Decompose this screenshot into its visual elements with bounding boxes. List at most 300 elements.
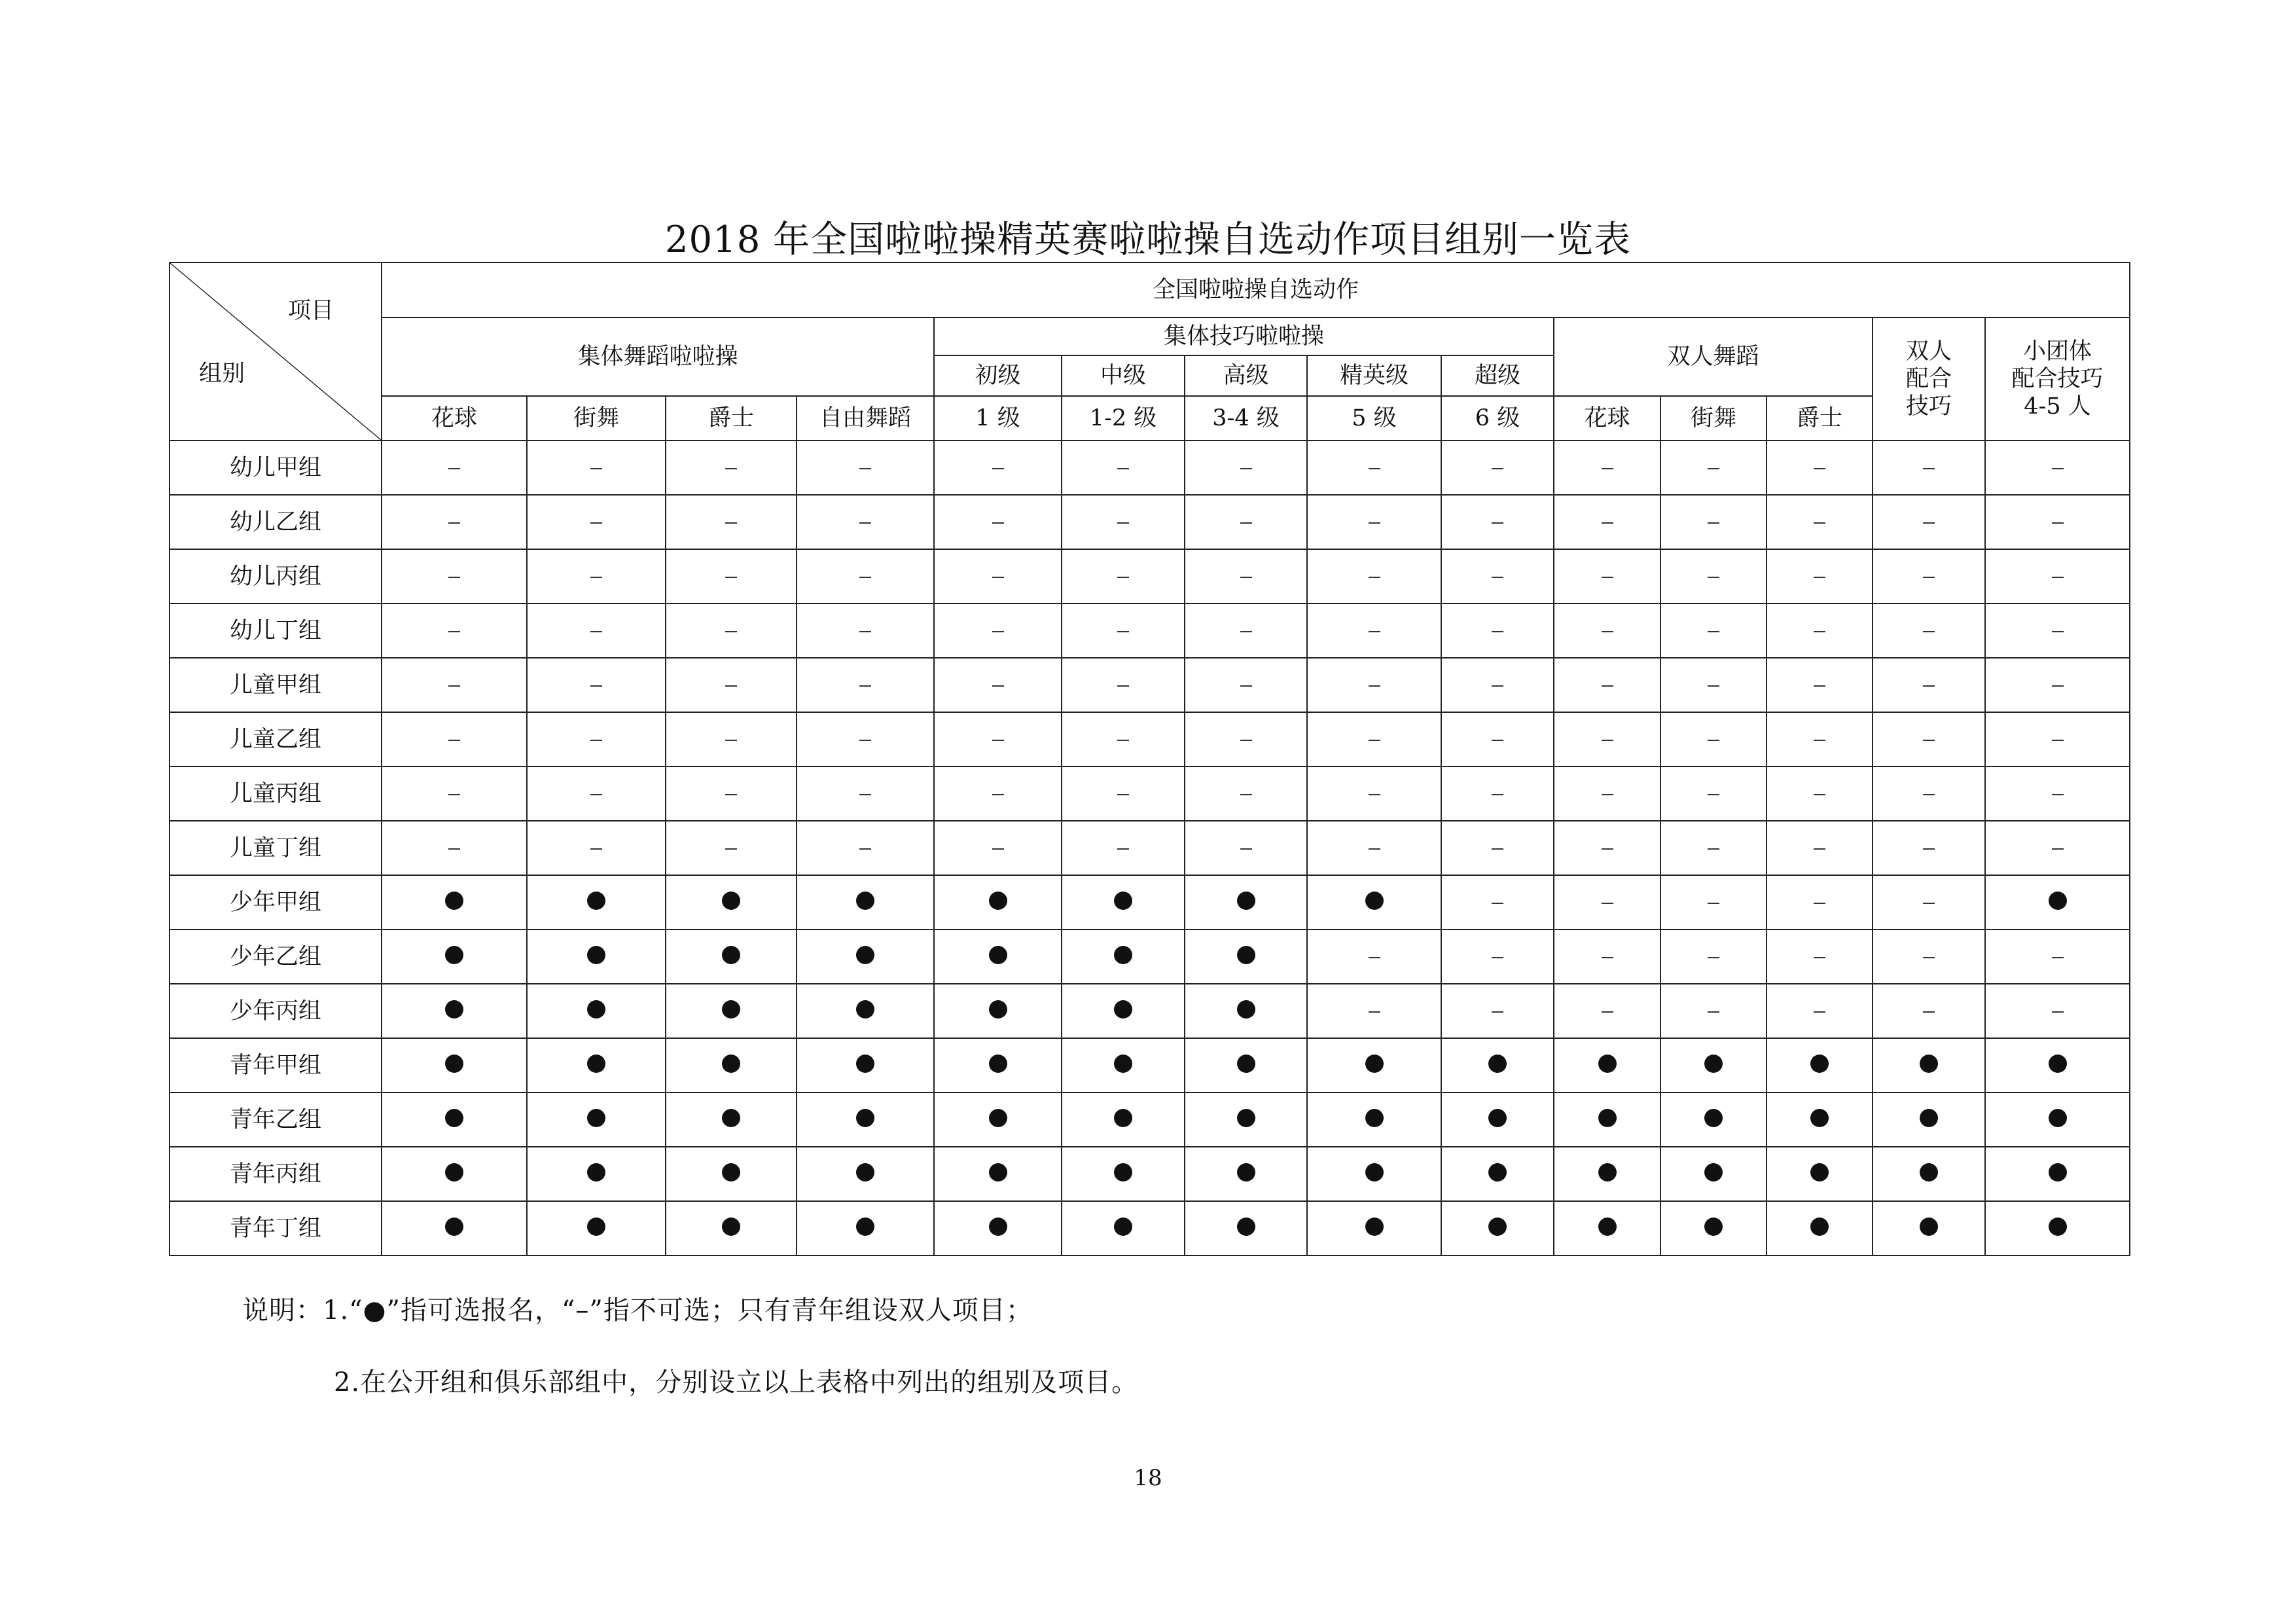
cell-unavailable bbox=[1767, 441, 1873, 495]
cell-unavailable bbox=[1873, 495, 1985, 549]
cell-available bbox=[1062, 1092, 1185, 1147]
dash-mark bbox=[992, 577, 1004, 578]
cell-unavailable bbox=[1873, 658, 1985, 712]
dash-mark bbox=[1814, 740, 1825, 741]
dot-mark bbox=[856, 1163, 874, 1182]
dash-mark bbox=[590, 685, 602, 687]
dash-mark bbox=[590, 522, 602, 524]
row-label: 少年乙组 bbox=[170, 929, 382, 984]
header-main: 全国啦啦操自选动作 bbox=[382, 262, 2130, 317]
dash-mark bbox=[725, 794, 737, 795]
cell-unavailable bbox=[1441, 658, 1554, 712]
cell-available bbox=[797, 1092, 934, 1147]
dash-mark bbox=[1923, 631, 1935, 632]
dot-mark bbox=[1237, 1163, 1255, 1182]
group-header: 双人舞蹈 bbox=[1554, 317, 1873, 396]
cell-unavailable bbox=[1985, 821, 2130, 875]
dash-mark bbox=[2052, 685, 2064, 687]
cell-unavailable bbox=[1062, 767, 1185, 821]
row-label: 儿童甲组 bbox=[170, 658, 382, 712]
cell-available bbox=[797, 1201, 934, 1255]
row-label: 儿童丁组 bbox=[170, 821, 382, 875]
row-label: 儿童乙组 bbox=[170, 712, 382, 767]
dash-mark bbox=[859, 740, 871, 741]
table-row bbox=[170, 658, 2130, 712]
dash-mark bbox=[1708, 1011, 1719, 1013]
cell-unavailable bbox=[1554, 658, 1660, 712]
cell-unavailable bbox=[666, 767, 797, 821]
cell-unavailable bbox=[527, 441, 666, 495]
dot-mark bbox=[722, 892, 740, 910]
cell-unavailable bbox=[1307, 821, 1441, 875]
cell-unavailable bbox=[1441, 767, 1554, 821]
cell-unavailable bbox=[1985, 929, 2130, 984]
dash-mark bbox=[1117, 685, 1129, 687]
dash-mark bbox=[1369, 848, 1380, 850]
cell-unavailable bbox=[1554, 712, 1660, 767]
cell-unavailable bbox=[1307, 549, 1441, 604]
cell-available bbox=[1185, 1038, 1307, 1092]
cell-available bbox=[1554, 1092, 1660, 1147]
column-header: 花球 bbox=[1554, 396, 1660, 441]
cell-unavailable bbox=[1767, 658, 1873, 712]
column-header: 自由舞蹈 bbox=[797, 396, 934, 441]
cell-unavailable bbox=[666, 441, 797, 495]
dot-mark bbox=[1598, 1163, 1617, 1182]
dash-mark bbox=[859, 794, 871, 795]
table-row bbox=[170, 604, 2130, 658]
dot-mark bbox=[1114, 1000, 1132, 1019]
cell-unavailable bbox=[1062, 495, 1185, 549]
cell-available bbox=[1185, 1147, 1307, 1201]
dash-mark bbox=[992, 794, 1004, 795]
cell-unavailable bbox=[527, 549, 666, 604]
cell-available bbox=[382, 875, 527, 929]
cell-available bbox=[797, 1147, 934, 1201]
corner-bottom-label: 组别 bbox=[199, 361, 245, 387]
level-header: 超级 bbox=[1441, 355, 1554, 396]
dash-mark bbox=[1708, 631, 1719, 632]
dot-mark bbox=[1598, 1055, 1617, 1073]
dot-mark bbox=[1920, 1163, 1938, 1182]
cell-available bbox=[382, 1092, 527, 1147]
cell-unavailable bbox=[1767, 712, 1873, 767]
dash-mark bbox=[725, 577, 737, 578]
cell-unavailable bbox=[1873, 604, 1985, 658]
dot-mark bbox=[1810, 1055, 1829, 1073]
dash-mark bbox=[590, 740, 602, 741]
table-row bbox=[170, 441, 2130, 495]
dash-mark bbox=[448, 848, 460, 850]
dash-mark bbox=[1708, 794, 1719, 795]
table-row bbox=[170, 712, 2130, 767]
cell-unavailable bbox=[527, 495, 666, 549]
cell-unavailable bbox=[1185, 441, 1307, 495]
dot-mark bbox=[587, 946, 605, 964]
cell-unavailable bbox=[1441, 712, 1554, 767]
cell-unavailable bbox=[1985, 712, 2130, 767]
cell-unavailable bbox=[1985, 984, 2130, 1038]
dash-mark bbox=[1923, 1011, 1935, 1013]
cell-available bbox=[1554, 1201, 1660, 1255]
dash-mark bbox=[1117, 794, 1129, 795]
cell-unavailable bbox=[1985, 658, 2130, 712]
dash-mark bbox=[1923, 740, 1935, 741]
dash-mark bbox=[1814, 903, 1825, 904]
dash-mark bbox=[992, 740, 1004, 741]
cell-available bbox=[1985, 1147, 2130, 1201]
dash-mark bbox=[1814, 1011, 1825, 1013]
cell-available bbox=[666, 1038, 797, 1092]
dash-mark bbox=[448, 522, 460, 524]
dash-mark bbox=[1602, 794, 1613, 795]
dot-mark bbox=[587, 1218, 605, 1236]
dot-mark bbox=[989, 1000, 1007, 1019]
cell-unavailable bbox=[1660, 441, 1767, 495]
cell-unavailable bbox=[934, 604, 1062, 658]
dot-mark bbox=[1365, 1163, 1384, 1182]
cell-unavailable bbox=[1767, 984, 1873, 1038]
dash-mark bbox=[1492, 848, 1503, 850]
cell-unavailable bbox=[1767, 821, 1873, 875]
group-header: 集体技巧啦啦操 bbox=[934, 317, 1554, 355]
dash-mark bbox=[1117, 631, 1129, 632]
dash-mark bbox=[1923, 522, 1935, 524]
cell-unavailable bbox=[1660, 767, 1767, 821]
cell-unavailable bbox=[1185, 604, 1307, 658]
dot-mark bbox=[1704, 1055, 1723, 1073]
cell-unavailable bbox=[797, 821, 934, 875]
cell-available bbox=[382, 929, 527, 984]
cell-available bbox=[934, 984, 1062, 1038]
dash-mark bbox=[1923, 794, 1935, 795]
dash-mark bbox=[590, 794, 602, 795]
cell-unavailable bbox=[934, 495, 1062, 549]
dash-mark bbox=[1814, 577, 1825, 578]
cell-unavailable bbox=[1873, 549, 1985, 604]
cell-available bbox=[797, 984, 934, 1038]
dot-mark bbox=[1920, 1218, 1938, 1236]
dot-mark bbox=[1810, 1163, 1829, 1182]
cell-unavailable bbox=[666, 658, 797, 712]
dash-mark bbox=[448, 794, 460, 795]
column-header: 爵士 bbox=[666, 396, 797, 441]
cell-unavailable bbox=[1660, 604, 1767, 658]
cell-unavailable bbox=[1185, 549, 1307, 604]
dash-mark bbox=[1814, 794, 1825, 795]
dash-mark bbox=[1602, 903, 1613, 904]
cell-unavailable bbox=[1873, 441, 1985, 495]
column-header: 花球 bbox=[382, 396, 527, 441]
cell-unavailable bbox=[1307, 604, 1441, 658]
events-table bbox=[169, 262, 2130, 1256]
cell-unavailable bbox=[1062, 604, 1185, 658]
cell-available bbox=[1660, 1092, 1767, 1147]
dash-mark bbox=[1117, 577, 1129, 578]
dash-mark bbox=[2052, 794, 2064, 795]
cell-available bbox=[934, 1201, 1062, 1255]
dot-mark bbox=[1237, 1055, 1255, 1073]
cell-unavailable bbox=[1307, 495, 1441, 549]
dash-mark bbox=[725, 740, 737, 741]
dot-mark bbox=[445, 946, 463, 964]
table-row bbox=[170, 549, 2130, 604]
dot-mark bbox=[989, 1109, 1007, 1127]
cell-available bbox=[1441, 1092, 1554, 1147]
cell-available bbox=[1985, 1038, 2130, 1092]
cell-unavailable bbox=[1185, 658, 1307, 712]
dash-mark bbox=[1117, 740, 1129, 741]
table-row bbox=[170, 875, 2130, 929]
column-header: 1 级 bbox=[934, 396, 1062, 441]
page-number: 18 bbox=[1134, 1465, 1162, 1491]
dot-mark bbox=[1810, 1218, 1829, 1236]
table-row bbox=[170, 1147, 2130, 1201]
dash-mark bbox=[2052, 848, 2064, 850]
cell-available bbox=[1441, 1201, 1554, 1255]
cell-available bbox=[1062, 875, 1185, 929]
dot-mark bbox=[1920, 1055, 1938, 1073]
dash-mark bbox=[725, 685, 737, 687]
dot-mark bbox=[1365, 892, 1384, 910]
cell-available bbox=[1062, 929, 1185, 984]
dash-mark bbox=[859, 685, 871, 687]
dash-mark bbox=[2052, 631, 2064, 632]
cell-available bbox=[1985, 1092, 2130, 1147]
cell-available bbox=[1767, 1038, 1873, 1092]
dash-mark bbox=[1492, 468, 1503, 469]
cell-unavailable bbox=[382, 441, 527, 495]
dash-mark bbox=[590, 631, 602, 632]
dash-mark bbox=[1602, 848, 1613, 850]
cell-available bbox=[1660, 1201, 1767, 1255]
page-title: 2018 年全国啦啦操精英赛啦啦操自选动作项目组别一览表 bbox=[664, 219, 1632, 261]
table-row bbox=[170, 1038, 2130, 1092]
cell-unavailable bbox=[1554, 549, 1660, 604]
cell-available bbox=[1307, 1038, 1441, 1092]
dash-mark bbox=[1492, 577, 1503, 578]
cell-unavailable bbox=[797, 441, 934, 495]
cell-unavailable bbox=[797, 549, 934, 604]
dash-mark bbox=[448, 468, 460, 469]
note-line-2: 2.在公开组和俱乐部组中，分别设立以上表格中列出的组别及项目。 bbox=[334, 1367, 1139, 1398]
cell-available bbox=[666, 929, 797, 984]
dash-mark bbox=[1923, 577, 1935, 578]
cell-unavailable bbox=[1554, 821, 1660, 875]
dot-mark bbox=[856, 892, 874, 910]
dash-mark bbox=[1240, 794, 1252, 795]
dash-mark bbox=[1369, 957, 1380, 958]
table-body bbox=[170, 441, 2130, 1255]
cell-available bbox=[527, 1038, 666, 1092]
cell-unavailable bbox=[1660, 495, 1767, 549]
cell-unavailable bbox=[527, 658, 666, 712]
dash-mark bbox=[1814, 522, 1825, 524]
cell-unavailable bbox=[1441, 549, 1554, 604]
dot-mark bbox=[722, 1000, 740, 1019]
cell-available bbox=[1185, 1092, 1307, 1147]
dot-mark bbox=[1598, 1218, 1617, 1236]
cell-available bbox=[527, 1147, 666, 1201]
dash-mark bbox=[1708, 957, 1719, 958]
cell-available bbox=[1062, 984, 1185, 1038]
cell-unavailable bbox=[1062, 658, 1185, 712]
cell-unavailable bbox=[934, 441, 1062, 495]
dash-mark bbox=[992, 468, 1004, 469]
cell-unavailable bbox=[1767, 929, 1873, 984]
dash-mark bbox=[859, 848, 871, 850]
dot-mark bbox=[1488, 1109, 1507, 1127]
dot-mark bbox=[1704, 1218, 1723, 1236]
cell-available bbox=[382, 1038, 527, 1092]
dash-mark bbox=[1814, 685, 1825, 687]
dash-mark bbox=[1240, 522, 1252, 524]
row-label: 幼儿丁组 bbox=[170, 604, 382, 658]
row-label: 青年丙组 bbox=[170, 1147, 382, 1201]
dash-mark bbox=[448, 740, 460, 741]
cell-unavailable bbox=[382, 604, 527, 658]
dot-mark bbox=[856, 1055, 874, 1073]
cell-unavailable bbox=[666, 821, 797, 875]
table-row bbox=[170, 984, 2130, 1038]
cell-unavailable bbox=[1660, 712, 1767, 767]
group-header: 集体舞蹈啦啦操 bbox=[382, 317, 934, 396]
dash-mark bbox=[1492, 740, 1503, 741]
cell-unavailable bbox=[1660, 821, 1767, 875]
cell-unavailable bbox=[797, 767, 934, 821]
dot-mark bbox=[989, 946, 1007, 964]
dot-mark bbox=[587, 892, 605, 910]
dot-mark bbox=[1237, 946, 1255, 964]
note-line-1: 说明：1.“●”指可选报名，“–”指不可选；只有青年组设双人项目； bbox=[242, 1295, 1033, 1326]
dash-mark bbox=[859, 468, 871, 469]
dash-mark bbox=[1602, 957, 1613, 958]
dash-mark bbox=[590, 848, 602, 850]
corner-top-label: 项目 bbox=[287, 298, 334, 324]
row-label: 少年丙组 bbox=[170, 984, 382, 1038]
dash-mark bbox=[725, 522, 737, 524]
dash-mark bbox=[1117, 848, 1129, 850]
cell-available bbox=[527, 1201, 666, 1255]
cell-unavailable bbox=[934, 658, 1062, 712]
cell-available bbox=[1185, 929, 1307, 984]
cell-available bbox=[1185, 1201, 1307, 1255]
cell-unavailable bbox=[1307, 658, 1441, 712]
dash-mark bbox=[1117, 522, 1129, 524]
cell-unavailable bbox=[1441, 441, 1554, 495]
cell-unavailable bbox=[1985, 604, 2130, 658]
dash-mark bbox=[1240, 468, 1252, 469]
dot-mark bbox=[587, 1163, 605, 1182]
cell-unavailable bbox=[1185, 495, 1307, 549]
cell-unavailable bbox=[527, 767, 666, 821]
dash-mark bbox=[1708, 685, 1719, 687]
dot-mark bbox=[989, 892, 1007, 910]
cell-available bbox=[934, 929, 1062, 984]
cell-unavailable bbox=[1767, 767, 1873, 821]
dot-mark bbox=[2049, 892, 2067, 910]
cell-available bbox=[666, 984, 797, 1038]
dot-mark bbox=[2049, 1055, 2067, 1073]
dash-mark bbox=[1602, 631, 1613, 632]
dot-mark bbox=[1114, 1109, 1132, 1127]
cell-unavailable bbox=[382, 495, 527, 549]
dash-mark bbox=[725, 468, 737, 469]
column-header: 爵士 bbox=[1767, 396, 1873, 441]
row-label: 少年甲组 bbox=[170, 875, 382, 929]
cell-unavailable bbox=[382, 712, 527, 767]
cell-available bbox=[1185, 875, 1307, 929]
dot-mark bbox=[856, 1000, 874, 1019]
level-header: 初级 bbox=[934, 355, 1062, 396]
dash-mark bbox=[1602, 577, 1613, 578]
dash-mark bbox=[1492, 685, 1503, 687]
dot-mark bbox=[989, 1055, 1007, 1073]
dash-mark bbox=[1240, 685, 1252, 687]
dash-mark bbox=[1814, 468, 1825, 469]
cell-unavailable bbox=[934, 712, 1062, 767]
cell-available bbox=[666, 1092, 797, 1147]
cell-available bbox=[527, 984, 666, 1038]
dash-mark bbox=[1708, 740, 1719, 741]
dot-mark bbox=[1704, 1163, 1723, 1182]
dot-mark bbox=[1237, 1218, 1255, 1236]
dot-mark bbox=[989, 1163, 1007, 1182]
cell-unavailable bbox=[666, 495, 797, 549]
dot-mark bbox=[1365, 1109, 1384, 1127]
dash-mark bbox=[859, 522, 871, 524]
cell-available bbox=[1660, 1147, 1767, 1201]
cell-available bbox=[1985, 1201, 2130, 1255]
table-row bbox=[170, 821, 2130, 875]
cell-unavailable bbox=[527, 604, 666, 658]
dash-mark bbox=[1369, 1011, 1380, 1013]
cell-available bbox=[1307, 1201, 1441, 1255]
row-label: 儿童丙组 bbox=[170, 767, 382, 821]
cell-unavailable bbox=[1554, 875, 1660, 929]
dot-mark bbox=[2049, 1109, 2067, 1127]
dot-mark bbox=[445, 1000, 463, 1019]
dash-mark bbox=[1492, 957, 1503, 958]
cell-available bbox=[934, 875, 1062, 929]
cell-available bbox=[1873, 1038, 1985, 1092]
cell-available bbox=[1767, 1092, 1873, 1147]
table-row bbox=[170, 1201, 2130, 1255]
cell-available bbox=[1660, 1038, 1767, 1092]
dash-mark bbox=[1708, 522, 1719, 524]
cell-available bbox=[1185, 984, 1307, 1038]
cell-unavailable bbox=[1062, 549, 1185, 604]
cell-unavailable bbox=[1307, 767, 1441, 821]
dot-mark bbox=[1114, 892, 1132, 910]
row-label: 幼儿丙组 bbox=[170, 549, 382, 604]
cell-available bbox=[1554, 1147, 1660, 1201]
cell-available bbox=[934, 1147, 1062, 1201]
cell-unavailable bbox=[1307, 441, 1441, 495]
cell-unavailable bbox=[1985, 495, 2130, 549]
cell-unavailable bbox=[1767, 604, 1873, 658]
dot-mark bbox=[722, 1109, 740, 1127]
dash-mark bbox=[1814, 848, 1825, 850]
cell-unavailable bbox=[1554, 604, 1660, 658]
level-header: 中级 bbox=[1062, 355, 1185, 396]
cell-unavailable bbox=[1873, 984, 1985, 1038]
dot-mark bbox=[722, 1163, 740, 1182]
cell-available bbox=[1307, 1147, 1441, 1201]
cell-unavailable bbox=[934, 549, 1062, 604]
cell-unavailable bbox=[1767, 875, 1873, 929]
cell-unavailable bbox=[1554, 984, 1660, 1038]
